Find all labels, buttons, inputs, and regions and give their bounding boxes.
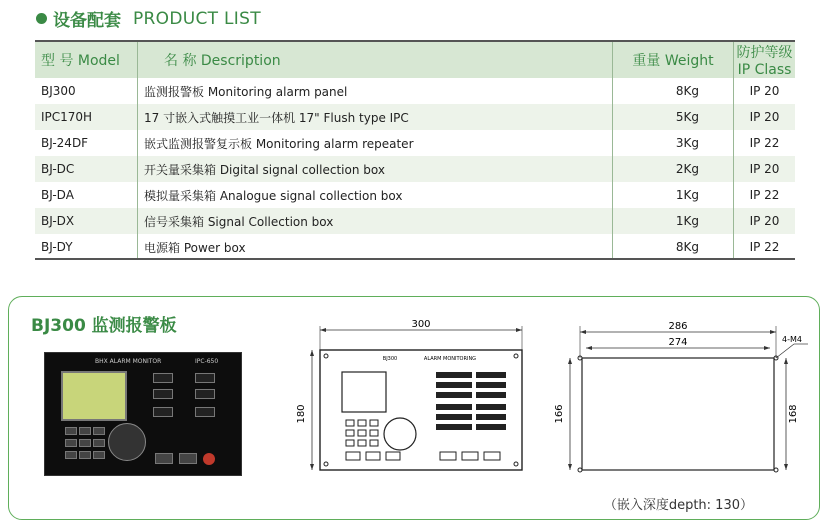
col-header-description: 名 称 Description [138,42,613,78]
cell-weight: 5Kg [613,104,734,130]
cell-weight: 3Kg [613,130,734,156]
cell-weight: 1Kg [613,208,734,234]
table-row [35,78,795,104]
front-model-text: BJ300 [382,356,398,362]
cell-weight: 1Kg [613,182,734,208]
section-header [36,6,261,31]
photo-brand-text: BHX ALARM MONITOR [95,358,162,365]
cell-ip-class: IP 20 [734,208,796,234]
function-button [155,453,173,464]
keypad-key [65,427,77,435]
table-row [35,130,795,156]
cell-weight: 8Kg [613,78,734,104]
indicator [153,407,173,417]
keypad-key [65,451,77,459]
table-row [35,208,795,234]
table-row [35,104,795,130]
cell-description: 嵌式监测报警复示板 Monitoring alarm repeater [138,130,613,156]
table-row [35,234,795,260]
cell-ip-class: IP 20 [734,104,796,130]
front-height-label: 180 [296,404,307,424]
cell-ip-class: IP 20 [734,156,796,182]
col-header-ip-class: 防护等级 IP Class [734,42,796,78]
cell-ip-class: IP 20 [734,78,796,104]
keypad-key [79,427,91,435]
table-row [35,182,795,208]
keypad-key [93,439,105,447]
bullet-icon [36,13,47,24]
cell-ip-class: IP 22 [734,130,796,156]
cutout-view-drawing [550,318,810,488]
product-photo [44,352,242,476]
table-header-row [35,42,795,78]
cell-description: 信号采集箱 Signal Collection box [138,208,613,234]
section-title-cn: 设备配套 [53,11,121,31]
cell-description: 模拟量采集箱 Analogue signal collection box [138,182,613,208]
front-width-label: 300 [411,319,431,330]
cell-model: BJ-DA [41,188,74,202]
keypad-key [65,439,77,447]
indicator [195,389,215,399]
cell-description: 开关量采集箱 Digital signal collection box [138,156,613,182]
function-button [179,453,197,464]
front-brand-text: ALARM MONITORING [423,356,477,362]
table-bottom-rule [35,258,795,260]
cell-description: 监测报警板 Monitoring alarm panel [138,78,613,104]
keypad-key [79,451,91,459]
indicator [195,373,215,383]
cell-model: BJ-DY [41,240,73,254]
indicator [153,373,173,383]
indicator [153,389,173,399]
lcd-screen [61,371,127,421]
table-row [35,156,795,182]
panel-title: BJ300 监测报警板 [31,316,177,336]
left-height-label: 166 [554,404,565,424]
cell-weight: 2Kg [613,156,734,182]
front-dpad-icon [384,418,416,450]
outer-width-label: 286 [668,321,688,332]
cell-model: BJ300 [41,84,76,98]
col-header-model: 型 号 Model [35,42,138,78]
col-header-weight: 重量 Weight [613,42,734,78]
keypad-key [79,439,91,447]
section-title-en: PRODUCT LIST [133,8,261,29]
indicator [195,407,215,417]
inner-width-label: 274 [668,337,688,348]
front-view-drawing [290,318,540,488]
hole-label: 4-M4 [782,335,802,344]
product-table [35,42,795,260]
cell-model: BJ-24DF [41,136,89,150]
cell-ip-class: IP 22 [734,234,796,260]
cell-description: 17 寸嵌入式触摸工业一体机 17" Flush type IPC [138,104,613,130]
cell-weight: 8Kg [613,234,734,260]
cell-model: BJ-DX [35,208,138,234]
navigation-pad-icon [108,423,146,461]
alarm-button-icon [203,453,215,465]
keypad-key [93,427,105,435]
keypad-key [93,451,105,459]
photo-model-text: IPC-650 [195,358,219,365]
cell-description: 电源箱 Power box [138,234,613,260]
cell-model: BJ-DC [35,156,138,182]
right-height-label: 168 [788,404,799,424]
cell-ip-class: IP 22 [734,182,796,208]
cell-model: IPC170H [35,104,138,130]
depth-note: （嵌入深度depth: 130） [603,498,753,513]
